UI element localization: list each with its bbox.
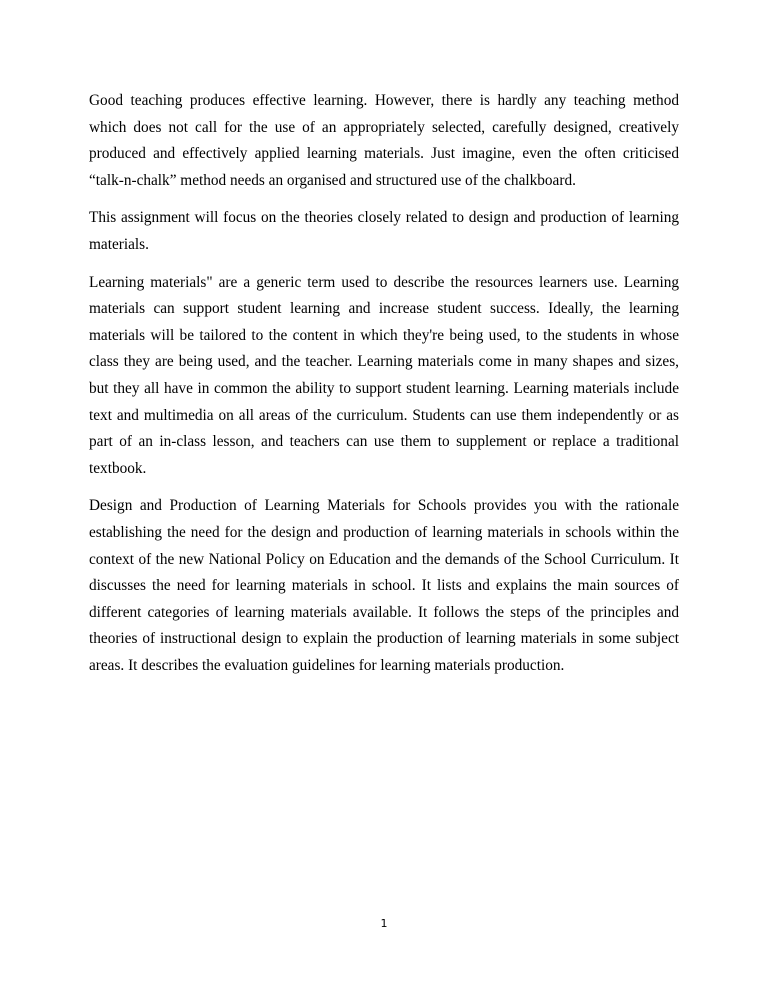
- paragraph-intro: Good teaching produces effective learning. However, there is hardly any teaching method which does not call for the use of an appropriately selected, carefully designed, creatively produced and effectively applied learning materials. Just imagine, even the often criticised “talk-n-chalk” method needs an organised and structured use of the chalkboard.: [89, 92, 679, 189]
- paragraph-learning-materials-definition: Learning materials" are a generic term used to describe the resources learners use. Learning materials can support student learning and increase student success. Ideally, the learning materials will be tailored to the content in which they're being used, to the students in whose class they are being used, and the teacher. Learning materials come in many shapes and sizes, but they all have in common the ability to support student learning. Learning materials include text and multimedia on all areas of the curriculum. Students can use them independently or as part of an in-class lesson, and teachers can use them to supplement or replace a traditional textbook.: [89, 273, 679, 477]
- document-body: [89, 88, 679, 690]
- page-number: 1: [380, 917, 388, 930]
- paragraph-assignment-focus: This assignment will focus on the theories closely related to design and production of learning materials.: [89, 209, 679, 253]
- paragraph-design-and-production: Design and Production of Learning Materials for Schools provides you with the rationale establishing the need for the design and production of learning materials in schools within the context of the new National Policy on Education and the demands of the School Curriculum. It discusses the need for learning materials in school. It lists and explains the main sources of different categories of learning materials available. It follows the steps of the principles and theories of instructional design to explain the production of learning materials in some subject areas. It describes the evaluation guidelines for learning materials production.: [89, 497, 679, 674]
